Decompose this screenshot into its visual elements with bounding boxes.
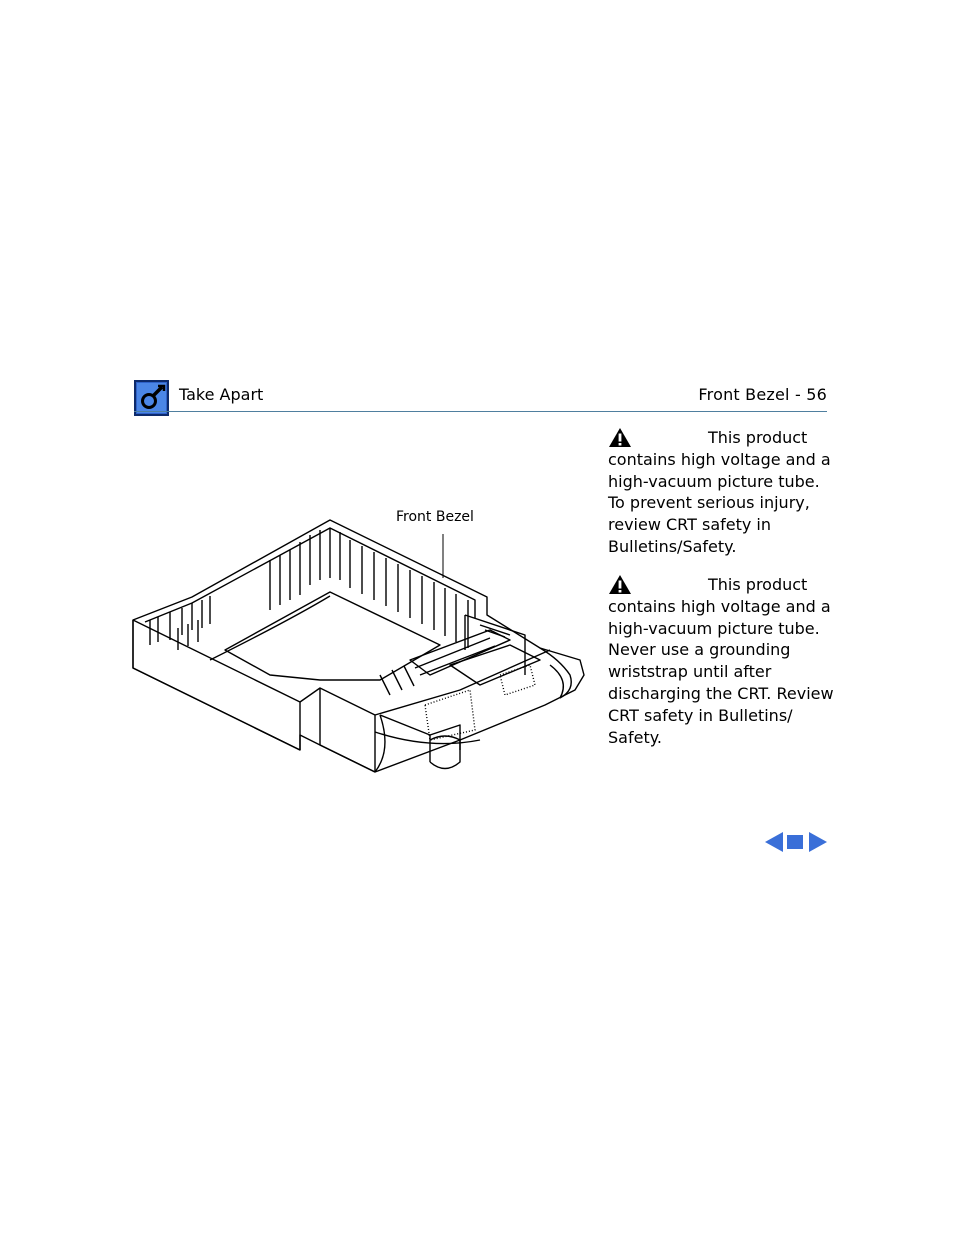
- page-title: Front Bezel - 56: [698, 385, 827, 404]
- arrow-left-icon[interactable]: [764, 830, 784, 854]
- arrow-right-icon[interactable]: [808, 830, 828, 854]
- warning-body-2: contains high voltage and a high-vacuum picture tube. Never use a grounding wriststrap until after discharging the CRT. Review CRT safety in Bulletins/ Safety.: [608, 596, 834, 747]
- header-divider: [134, 411, 827, 412]
- warning-text-1: [608, 427, 838, 558]
- warning-body-1: contains high voltage and a high-vacuum picture tube. To prevent serious injury, review CRT safety in Bulletins/Safety.: [608, 449, 831, 556]
- warning-triangle-icon: [608, 574, 632, 595]
- section-title: Take Apart: [179, 385, 264, 404]
- front-bezel-illustration: [130, 500, 590, 780]
- front-bezel-callout: Front Bezel: [396, 509, 474, 525]
- warning-block-2: [608, 574, 838, 748]
- page-header: [134, 380, 827, 412]
- warning-triangle-icon: [608, 427, 632, 448]
- warning-text-2: [608, 574, 838, 748]
- warning-first-line-2: This product: [708, 575, 808, 594]
- square-stop-icon[interactable]: [787, 835, 803, 849]
- warning-first-line-1: This product: [708, 428, 808, 447]
- page-navigation: [764, 830, 828, 854]
- warning-block-1: [608, 427, 838, 558]
